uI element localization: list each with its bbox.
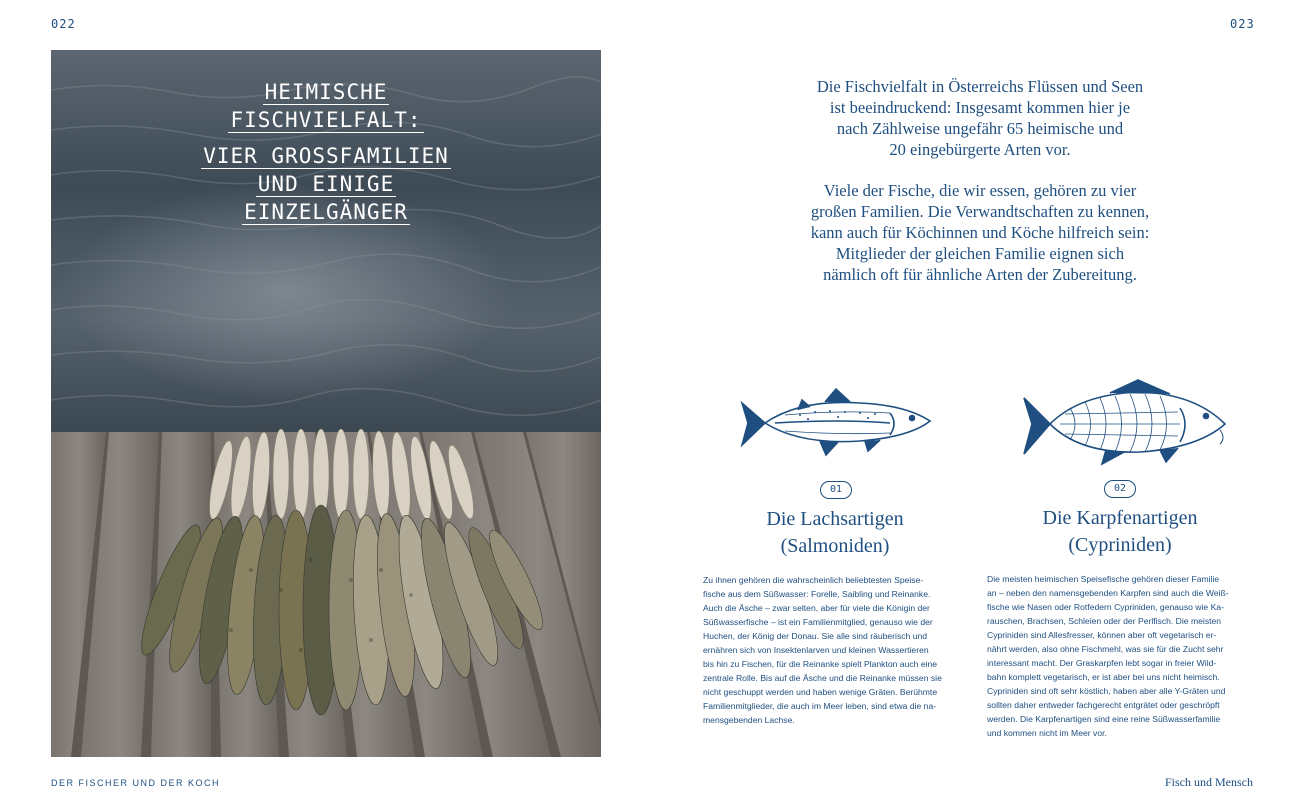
headline-line-1: HEIMISCHE [264, 80, 388, 104]
headline-line-4: UND EINIGE [257, 172, 395, 196]
salmon-illustration [740, 385, 935, 465]
family-body-cypriniden: Die meisten heimischen Speisefische gehören dieser Familie an – neben den namensgebenden Karpfen sind auch die Weiß- fische wie Nasen oder Rotfedern Cypriniden, genauso wie Ka- rauschen, Brachsen, Schleien oder der Perlfisch. Die meisten Cypriniden sind Allesfresser, können aber oft vegetarisch er- nährt werden, also ohne Fischmehl, was sie für die Zucht sehr interessant macht. Der Graskarpfen lebt sogar in freier Wild- bahn komplett vegetarisch, er ist aber bei uns nicht heimisch. Cypriniden sind oft sehr köstlich, haben aber alle Y-Gräten und sollten daher entweder fachgerecht entgrätet oder geschröpft werden. Die Karpfenartigen sind eine reine Süßwasserfamilie und kommen nicht im Meer vor. [987, 574, 1229, 738]
headline-line-2: FISCHVIELFALT: [230, 108, 422, 132]
headline [51, 78, 601, 226]
intro-text [760, 76, 1200, 305]
family-number-badge-01: 01 [820, 481, 852, 499]
right-page-number: 023 [1230, 17, 1255, 31]
left-page-number: 022 [51, 17, 76, 31]
headline-line-5: EINZELGÄNGER [244, 200, 408, 224]
family-body-salmoniden: Zu ihnen gehören die wahrscheinlich beliebtesten Speise- fische aus dem Süßwasser: Forelle, Saibling und Reinanke. Auch die Äsche – zwar selten, aber für viele die Königin der Süßwasserfische – ist ein Familienmitglied, genauso wie der Huchen, der König der Donau. Sie alle sind räuberisch und ernähren sich von Insektenlarven und kleinen Wassertieren bis hin zu Fischen, für die Reinanke spielt Plankton auch eine zentrale Rolle. Bis auf die Äsche und die Reinanke müssen sie nicht geschuppt werden und haben wenige Gräten. Berühmte Familienmitglieder, die auch im Meer leben, sind etwa die na- mensgebenden Lachse. [703, 575, 942, 725]
footer-chapter-title: Fisch und Mensch [1165, 775, 1253, 789]
carp-illustration [1020, 378, 1230, 471]
footer-book-title: DER FISCHER UND DER KOCH [51, 778, 221, 788]
family-title-cypriniden: Die Karpfenartigen (Cypriniden) [1042, 507, 1198, 556]
headline-line-3: VIER GROSSFAMILIEN [203, 144, 449, 168]
family-number-badge-02: 02 [1104, 480, 1136, 498]
family-title-salmoniden: Die Lachsartigen (Salmoniden) [766, 508, 904, 557]
intro-paragraph-1: Die Fischvielfalt in Österreichs Flüssen und Seen ist beeindruckend: Insgesamt kommen hier je nach Zählweise ungefähr 65 heimische und 20 eingebürgerte Arten vor. [816, 77, 1144, 159]
intro-paragraph-2: Viele der Fische, die wir essen, gehören zu vier großen Familien. Die Verwandtschaften zu kennen, kann auch für Köchinnen und Köche hilfreich sein: Mitglieder der gleichen Familie eignen sich nämlich oft für ähnliche Arten der Zubereitung. [810, 181, 1150, 284]
